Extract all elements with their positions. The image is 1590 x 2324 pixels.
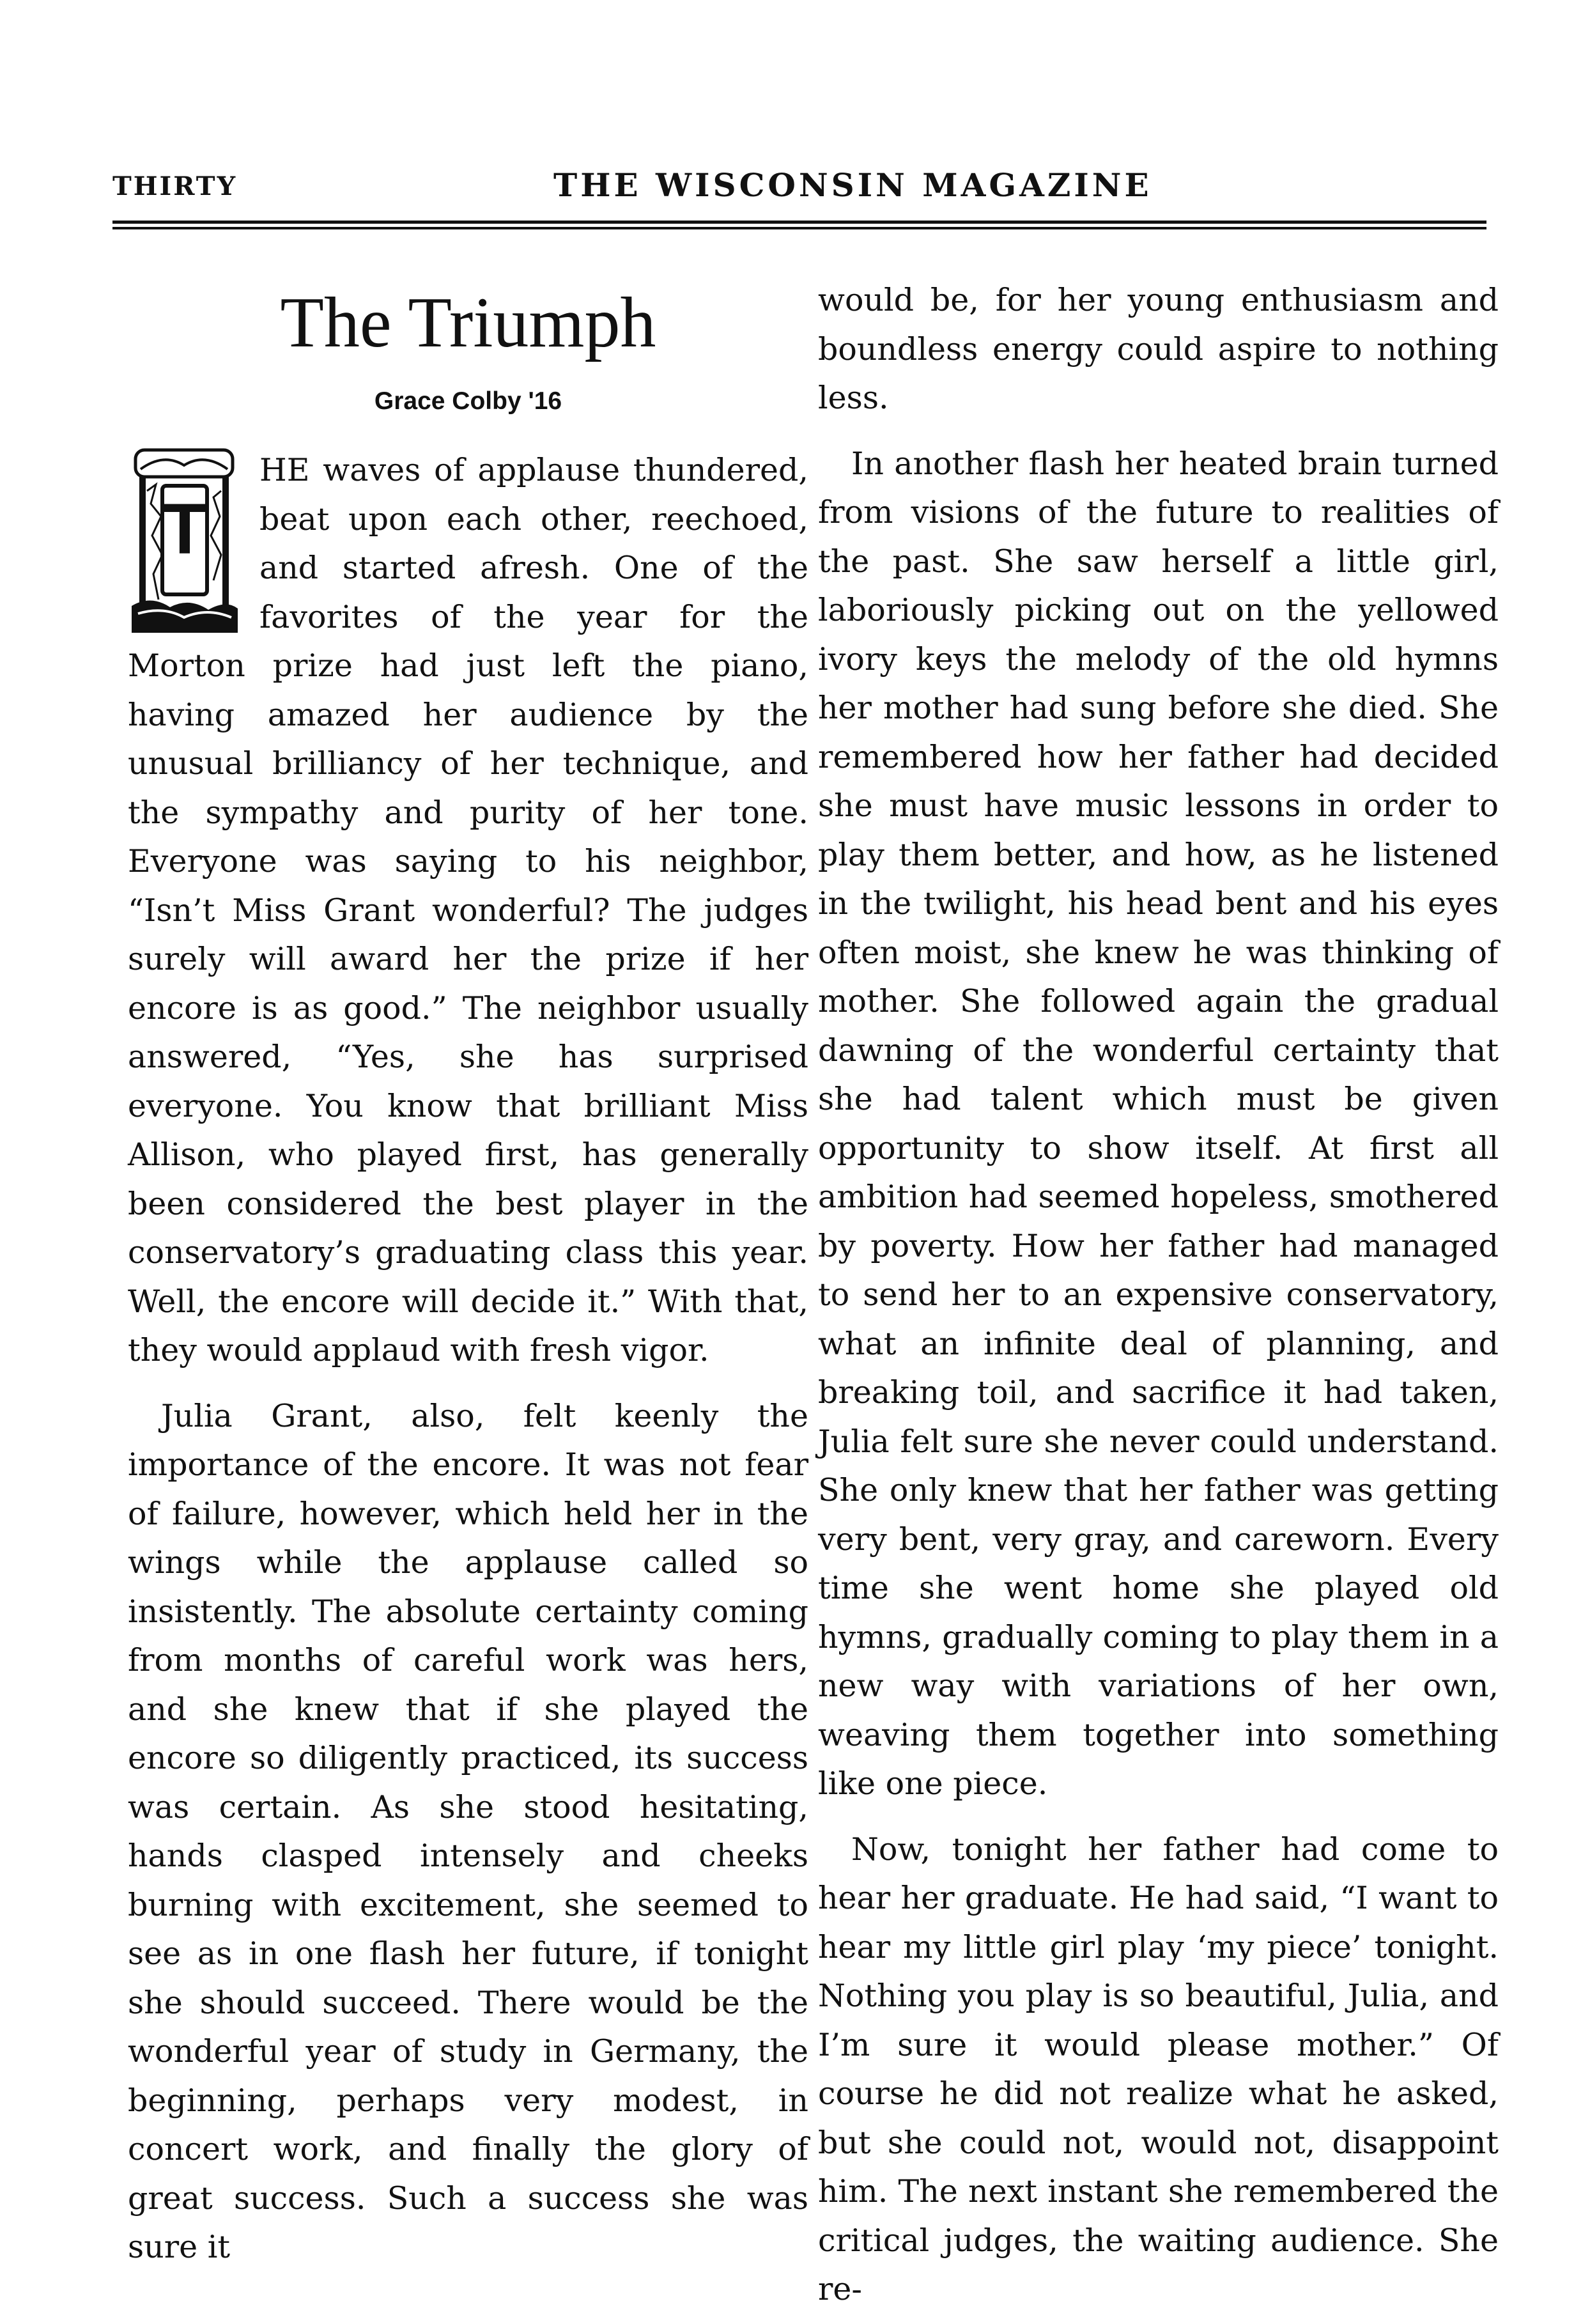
drop-cap — [125, 446, 243, 637]
ornamental-initial-icon — [125, 446, 243, 637]
right-column — [818, 276, 1499, 2314]
continued-paragraph: would be, for her young enthusiasm and boundless energy could aspire to nothing less. — [818, 282, 1499, 416]
opening-paragraph-text: HE waves of applause thundered, beat upon each other, reechoed, and started afresh. One of the favorites of the year for the Morton prize had just left the piano, having amazed her audience by the unusual brilliancy of her technique, and the sympathy and purity of her tone. Everyone was saying to his neighbor, “Isn’t Miss Grant wonderful? The judges surely will award her the prize if her encore is as good.” The neighbor usually answered, “Yes, she has surprised everyone. You know that brilliant Miss Allison, who played first, has generally been considered the best player in the conservatory’s graduating class this year. Well, the encore will decide it.” With that, they would applaud with fresh vigor. — [128, 452, 808, 1368]
byline: Grace Colby '16 — [374, 387, 562, 415]
page-header — [112, 166, 1486, 211]
header-rule-top — [112, 221, 1486, 224]
header-rule-bottom — [112, 227, 1486, 229]
third-paragraph: In another flash her heated brain turned from visions of the future to realities of the past. She saw herself a little girl, laboriously picking out on the yellowed ivory keys the melody of the old hymns her mother had sung before she died. She remembered how her father had decided she must have music lessons in order to play them better, and how, as he listened in the twilight, his head bent and his eyes often moist, she knew he was thinking of mother. She followed again the gradual dawning of the wonderful certainty that she had talent which must be given opportunity to show itself. At first all ambition had seemed hopeless, smothered by poverty. How her father had managed to send her to an expensive conservatory, what an infinite deal of planning, and breaking toil, and sacrifice it had taken, Julia felt sure she never could understand. She only knew that her father was getting very bent, very gray, and careworn. Every time she went home she played old hymns, gradually coming to play them in a new way with variations of her own, weaving them together into something like one piece. — [818, 445, 1499, 1802]
drop-cap-letter: T — [162, 489, 207, 569]
magazine-title: THE WISCONSIN MAGAZINE — [553, 166, 1152, 204]
story-title: The Triumph — [280, 283, 656, 362]
opening-paragraph — [128, 446, 808, 1375]
fourth-paragraph: Now, tonight her father had come to hear her graduate. He had said, “I want to hear my little girl play ‘my piece’ tonight. Nothing you play is so beautiful, Julia, and I’m sure it would please mother.” Of course he did not realize what he asked, but she could not, would not, disappoint him. The next instant she remembered the critical judges, the waiting audience. She re- — [818, 1831, 1499, 2307]
second-paragraph: Julia Grant, also, felt keenly the importance of the encore. It was not fear of failure, however, which held her in the wings while the applause called so insistently. The absolute certainty coming from months of careful work was hers, and she knew that if she played the encore so diligently practiced, its success was certain. As she stood hesitating, hands clasped intensely and cheeks burning with excitement, she seemed to see as in one flash her future, if tonight she should succeed. There would be the wonderful year of study in Germany, the beginning, perhaps very modest, in concert work, and finally the glory of great success. Such a success she was sure it — [128, 1397, 808, 2265]
page-number: THIRTY — [112, 171, 238, 201]
left-column — [128, 281, 808, 2272]
